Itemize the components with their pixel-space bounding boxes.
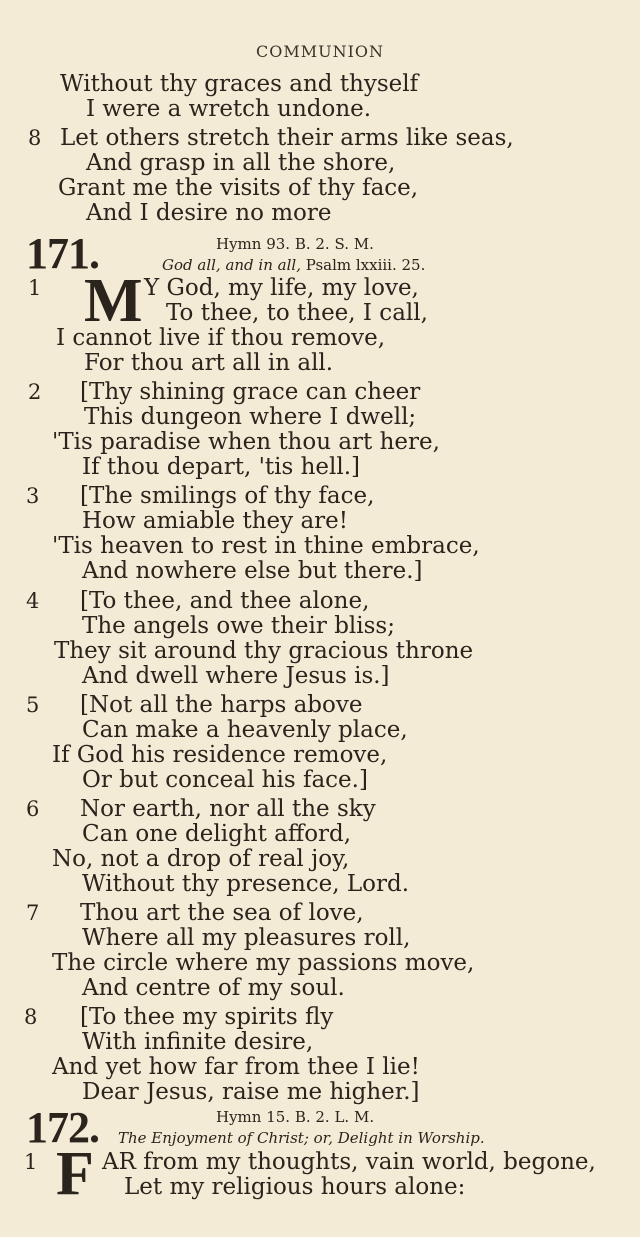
verse-line: Can one delight afford, — [82, 821, 352, 847]
verse-line: Can make a heavenly place, — [82, 717, 408, 743]
hymn-subject-title: God all, and in all, — [162, 256, 301, 274]
verse-line: And dwell where Jesus is.] — [82, 663, 390, 689]
verse-line: Thou art the sea of love, — [80, 900, 364, 926]
verse-number: 4 — [26, 589, 40, 613]
verse-line: To thee, to thee, I call, — [166, 300, 428, 326]
verse-line: Let my religious hours alone: — [124, 1174, 466, 1200]
verse-line: [Thy shining grace can cheer — [80, 379, 421, 405]
verse-line: I were a wretch undone. — [86, 96, 372, 122]
hymn-subject-reference: Psalm lxxiii. 25. — [305, 256, 426, 274]
verse-line: And centre of my soul. — [82, 975, 345, 1001]
hymn-meter: Hymn 93. B. 2. S. M. — [216, 235, 374, 253]
verse-line: No, not a drop of real joy, — [52, 846, 350, 872]
hymn-number: 172. — [26, 1103, 99, 1152]
verse-number: 8 — [24, 1005, 38, 1029]
hymn-subject — [162, 256, 425, 274]
verse-number: 2 — [28, 380, 42, 404]
verse-line: And grasp in all the shore, — [86, 150, 396, 176]
verse-line: And nowhere else but there.] — [82, 558, 423, 584]
verse-line: How amiable they are! — [82, 508, 349, 534]
verse-line: If thou depart, 'tis hell.] — [82, 454, 361, 480]
verse-number: 1 — [28, 276, 42, 300]
verse-line: I cannot live if thou remove, — [56, 325, 386, 351]
verse-line: Where all my pleasures roll, — [82, 925, 411, 951]
hymn-subject-title: The Enjoyment of Christ; or, Delight in Worship. — [118, 1129, 485, 1147]
running-header: COMMUNION — [255, 42, 385, 61]
verse-number: 3 — [26, 484, 40, 508]
verse-number: 5 — [26, 693, 40, 717]
drop-cap: M — [84, 267, 143, 335]
verse-line: Grant me the visits of thy face, — [58, 175, 419, 201]
verse-number: 1 — [24, 1150, 38, 1174]
verse-line: They sit around thy gracious throne — [54, 638, 474, 664]
hymn-subject — [118, 1129, 485, 1147]
verse-line: 'Tis heaven to rest in thine embrace, — [52, 533, 480, 559]
drop-cap: F — [56, 1140, 94, 1208]
verse-line: Dear Jesus, raise me higher.] — [82, 1079, 420, 1105]
hymn-number: 171. — [26, 229, 99, 278]
verse-line: Or but conceal his face.] — [82, 767, 368, 793]
verse-line: Let others stretch their arms like seas, — [60, 125, 514, 151]
verse-line: With infinite desire, — [82, 1029, 314, 1055]
verse-line: [The smilings of thy face, — [80, 483, 375, 509]
verse-line: AR from my thoughts, vain world, begone, — [102, 1149, 596, 1175]
verse-line: And yet how far from thee I lie! — [52, 1054, 420, 1080]
verse-number: 8 — [28, 126, 42, 150]
verse-number: 6 — [26, 797, 40, 821]
verse-line: And I desire no more — [86, 200, 332, 226]
verse-line: [Not all the harps above — [80, 692, 363, 718]
verse-line: If God his residence remove, — [52, 742, 388, 768]
verse-line: The angels owe their bliss; — [82, 613, 395, 639]
verse-line: The circle where my passions move, — [52, 950, 475, 976]
hymn-meter: Hymn 15. B. 2. L. M. — [216, 1108, 375, 1126]
verse-number: 7 — [26, 901, 40, 925]
verse-line: 'Tis paradise when thou art here, — [52, 429, 440, 455]
verse-line: Y God, my life, my love, — [144, 275, 419, 301]
verse-line: Without thy presence, Lord. — [82, 871, 410, 897]
verse-line: For thou art all in all. — [84, 350, 334, 376]
verse-line: This dungeon where I dwell; — [84, 404, 417, 430]
verse-line: [To thee, and thee alone, — [80, 588, 370, 614]
verse-line: Without thy graces and thyself — [60, 71, 419, 97]
verse-line: Nor earth, nor all the sky — [80, 796, 376, 822]
verse-line: [To thee my spirits fly — [80, 1004, 334, 1030]
